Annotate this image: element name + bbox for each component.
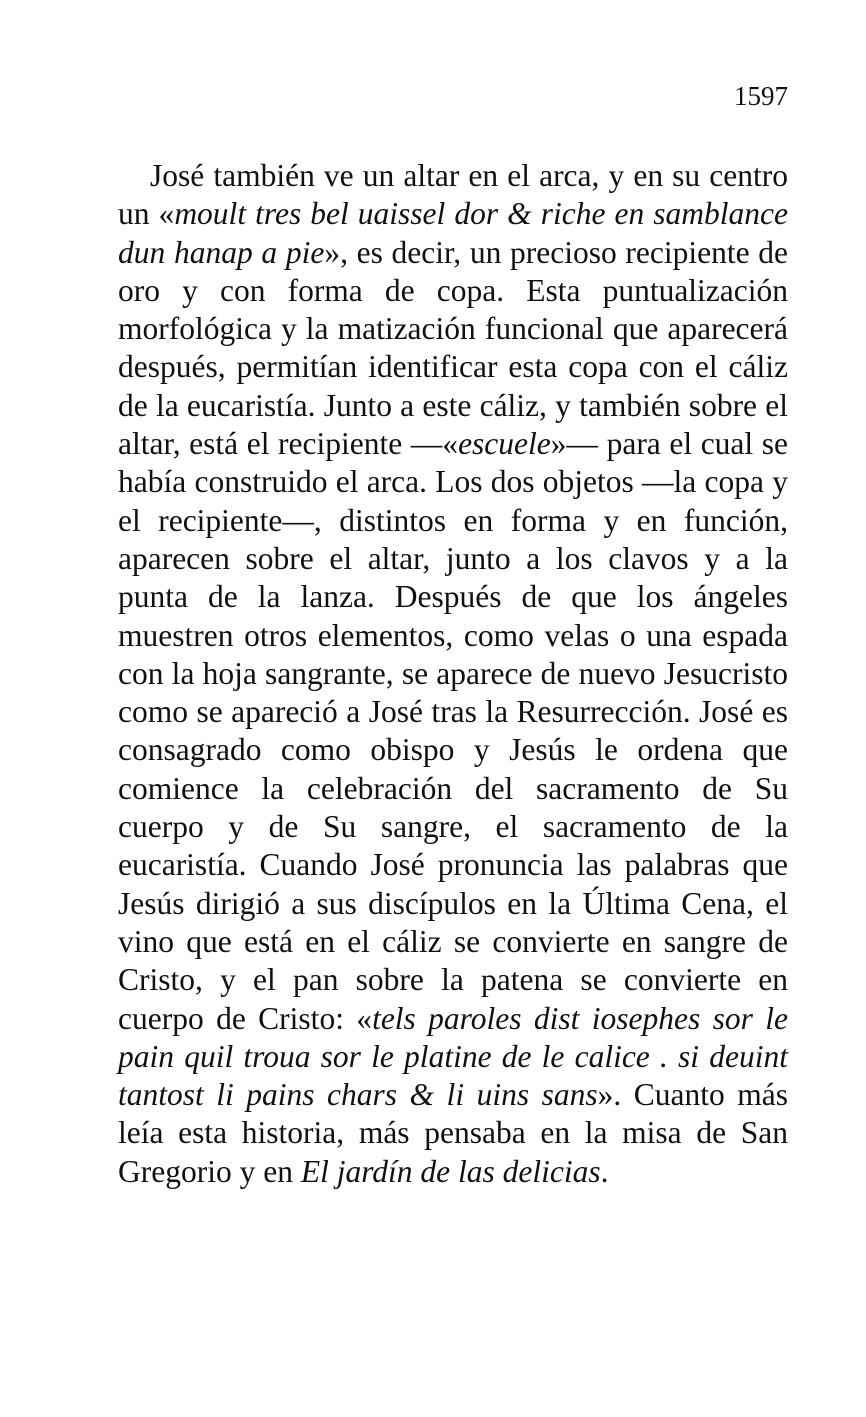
text-segment: ». Cuanto más leía esta historia, más pensaba en la misa de San Gregorio y en bbox=[118, 1077, 788, 1189]
body-paragraph bbox=[118, 157, 788, 1191]
italic-quote-old-french: moult tres bel uaissel dor & riche en samblance dun hanap a pie bbox=[118, 196, 788, 270]
italic-title-jardin-delicias: El jardín de las delicias bbox=[300, 1153, 601, 1189]
italic-quote-old-french: tels paroles dist iosephes sor le pain quil troua sor le platine de le calice . si deuint tantost li pains chars & li uins sans bbox=[118, 1000, 788, 1113]
text-segment: »— para el cual se había construido el arca. Los dos objetos —la copa y el recipiente—, distintos en forma y en función, aparecen sobre el altar, junto a los clavos y a la punta de la lanza. Después de que los ángeles muestren otros elementos, como velas o una espada con la hoja sangrante, se aparece de nuevo Jesucristo como se apareció a José tras la Resurrección. José es consagrado como obispo y Jesús le ordena que comience la celebración del sacramento de Su cuerpo y de Su sangre, el sacramento de la eucaristía. Cuando José pronuncia las palabras que Jesús dirigió a sus discípulos en la Última Cena, el vino que está en el cáliz se convierte en sangre de Cristo, y el pan sobre la patena se convierte en cuerpo de Cristo: « bbox=[118, 426, 788, 1036]
text-segment: », es decir, un precioso recipiente de oro y con forma de copa. Esta puntualización morfológica y la matización funcional que aparecerá después, permitían identificar esta copa con el cáliz de la eucaristía. Junto a este cáliz, y también sobre el altar, está el recipiente —« bbox=[118, 234, 789, 462]
text-segment: . bbox=[600, 1153, 609, 1189]
text-segment: José también ve un altar en el arca, y en su centro un « bbox=[118, 158, 788, 232]
italic-term-escuele: escuele bbox=[458, 426, 551, 462]
page-number: 1597 bbox=[734, 81, 788, 111]
